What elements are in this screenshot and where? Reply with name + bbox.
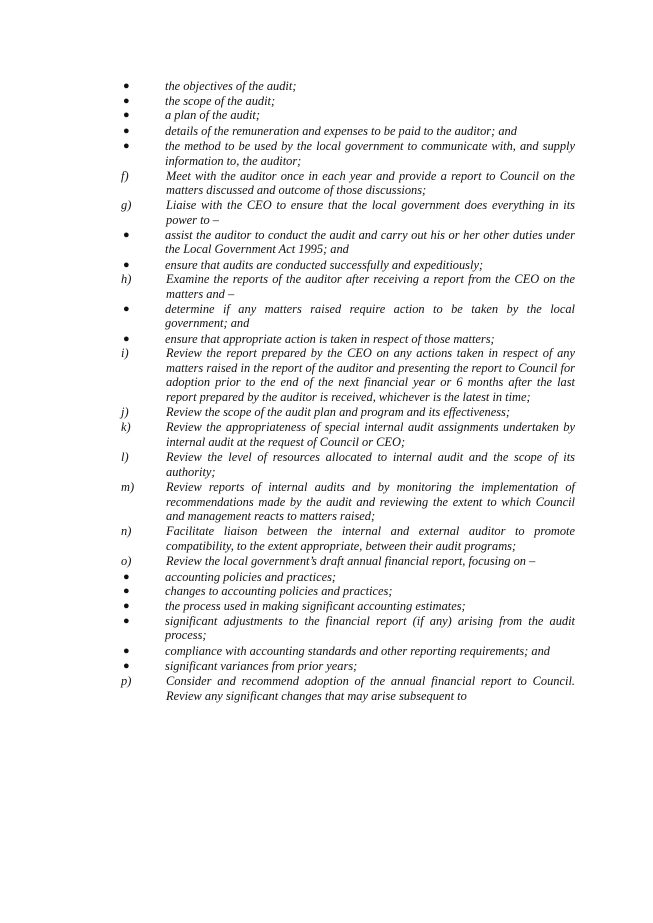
item-text: Review the local government’s draft annual financial report, focusing on – xyxy=(166,554,536,569)
item-marker: f) xyxy=(121,168,129,183)
bullet-icon: ● xyxy=(123,109,130,122)
bullet-item: ● a plan of the audit; xyxy=(123,108,260,123)
list-item-o xyxy=(121,554,575,569)
bullet-icon: ● xyxy=(123,140,130,153)
bullet-item: ● the method to be used by the local government to communicate with, and supply information to, the auditor; xyxy=(123,139,575,168)
list-item-j xyxy=(121,405,575,420)
bullet-item: ● changes to accounting policies and practices; xyxy=(123,584,393,599)
item-text: Review the report prepared by the CEO on any actions taken in respect of any matters raised in the report of the auditor and presenting the report to Council for adoption prior to the end of the next financial year or 6 months after the last report prepared by the auditor is received, whichever is the latest in time; xyxy=(166,346,575,405)
item-text: Review the scope of the audit plan and program and its effectiveness; xyxy=(166,405,510,420)
item-text: Liaise with the CEO to ensure that the local government does everything in its power to – xyxy=(166,198,575,227)
item-marker: m) xyxy=(121,480,135,494)
bullet-item: ● accounting policies and practices; xyxy=(123,569,337,584)
bullet-item: ● details of the remuneration and expenses to be paid to the auditor; and xyxy=(123,123,517,138)
bullet-item: ● compliance with accounting standards and other reporting requirements; and xyxy=(123,643,550,658)
bullet-item: ● the process used in making significant accounting estimates; xyxy=(123,598,466,613)
item-marker: j) xyxy=(121,405,129,420)
item-h-bullets xyxy=(121,302,575,347)
bullet-icon: ● xyxy=(123,258,130,271)
list-item-i xyxy=(121,346,575,404)
bullet-item: ● ensure that audits are conducted successfully and expeditiously; xyxy=(123,257,484,272)
item-marker: o) xyxy=(121,554,132,569)
bullet-item: ● the scope of the audit; xyxy=(123,93,276,108)
bullet-icon: ● xyxy=(123,228,130,241)
item-text: Review the level of resources allocated to internal audit and the scope of its authority; xyxy=(166,450,575,479)
top-bullet-list xyxy=(121,79,575,169)
item-text: Meet with the auditor once in each year and provide a report to Council on the matters discussed and outcome of those discussions; xyxy=(166,168,575,198)
item-marker: h) xyxy=(121,272,132,287)
item-g-bullets xyxy=(121,228,575,273)
item-text: Examine the reports of the auditor after receiving a report from the CEO on the matters and – xyxy=(166,272,575,301)
item-marker: l) xyxy=(121,450,129,465)
item-marker: p) xyxy=(121,673,132,688)
bullet-icon: ● xyxy=(123,660,130,673)
page-content xyxy=(121,79,575,703)
list-item-h xyxy=(121,272,575,301)
bullet-item: ● ensure that appropriate action is taken in respect of those matters; xyxy=(123,331,495,346)
item-text: Consider and recommend adoption of the annual financial report to Council. Review any significant changes that may arise subsequent to xyxy=(166,673,575,703)
item-marker: k) xyxy=(121,420,131,435)
bullet-icon: ● xyxy=(123,302,130,315)
bullet-icon: ● xyxy=(123,599,130,612)
list-item-l xyxy=(121,450,575,479)
bullet-icon: ● xyxy=(123,570,130,583)
bullet-item: ● determine if any matters raised require action to be taken by the local government; and xyxy=(123,301,575,331)
bullet-icon: ● xyxy=(123,124,130,137)
item-text: Facilitate liaison between the internal and external auditor to promote compatibility, to the extent appropriate, between their audit programs; xyxy=(166,524,575,553)
item-marker: n) xyxy=(121,524,132,539)
bullet-icon: ● xyxy=(123,614,130,627)
bullet-item: ● significant adjustments to the financial report (if any) arising from the audit process; xyxy=(123,613,575,643)
item-text: Review reports of internal audits and by monitoring the implementation of recommendations made by the audit and reviewing the extent to which Council and management reacts to matters raised; xyxy=(166,480,575,524)
item-text: Review the appropriateness of special internal audit assignments undertaken by internal audit at the request of Council or CEO; xyxy=(166,420,575,450)
bullet-icon: ● xyxy=(123,644,130,657)
list-item-p xyxy=(121,674,575,703)
list-item-g xyxy=(121,198,575,227)
list-item-n xyxy=(121,524,575,553)
item-marker: i) xyxy=(121,346,129,361)
bullet-icon: ● xyxy=(123,332,130,345)
bullet-icon: ● xyxy=(123,585,130,598)
list-item-m xyxy=(121,480,575,524)
bullet-item: ● the objectives of the audit; xyxy=(123,79,297,93)
bullet-item: ● significant variances from prior years; xyxy=(123,659,358,674)
item-marker: g) xyxy=(121,198,132,213)
list-item-k xyxy=(121,420,575,449)
bullet-icon: ● xyxy=(123,94,130,107)
list-item-f xyxy=(121,169,575,198)
bullet-item: ● assist the auditor to conduct the audit and carry out his or her other duties under the Local Government Act 1995; and xyxy=(123,227,575,257)
bullet-icon: ● xyxy=(123,80,130,92)
item-o-bullets xyxy=(121,570,575,674)
